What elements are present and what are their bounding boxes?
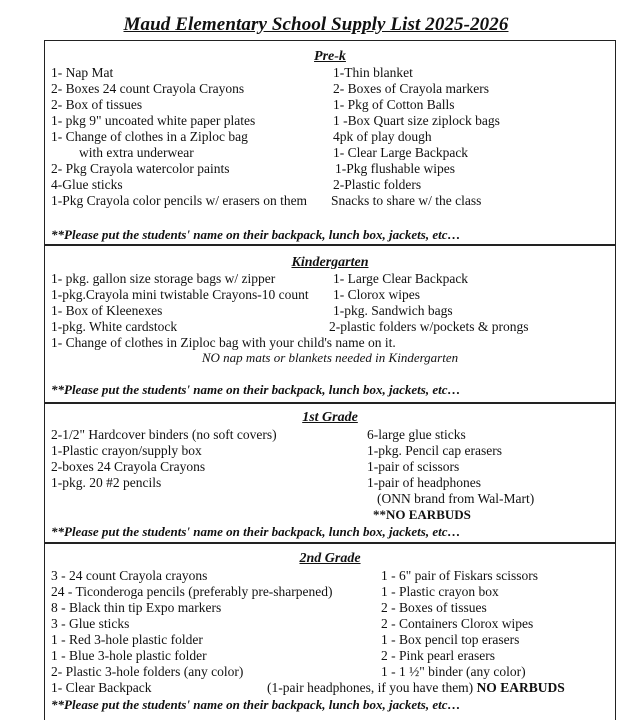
list-item: 1- Change of clothes in a Ziploc bag [51,129,248,144]
list-item: 6-large glue sticks [367,427,466,442]
list-item: 2- Boxes 24 count Crayola Crayons [51,81,245,96]
list-item: 2-Plastic folders [333,177,422,192]
headphones-text: (1-pair headphones, if you have them) [267,680,474,695]
label-reminder: **Please put the students' name on their backpack, lunch box, jackets, etc… [51,697,461,712]
kindergarten-heading: Kindergarten [291,255,369,270]
list-item: 4-Glue sticks [51,177,123,192]
prek-section [44,40,616,245]
list-item: 1 - Plastic crayon box [381,584,499,599]
list-item: 4pk of play dough [333,129,432,144]
list-item: 3 - Glue sticks [51,616,130,631]
list-item: 1- Clear Large Backpack [333,145,469,160]
list-item: 1-Pkg flushable wipes [335,161,455,176]
list-item: (ONN brand from Wal-Mart) [377,491,535,506]
list-item: 24 - Ticonderoga pencils (preferably pre-sharpened) [51,584,333,599]
label-reminder: **Please put the students' name on their backpack, lunch box, jackets, etc… [51,382,461,397]
list-item: Snacks to share w/ the class [331,193,482,208]
list-item: 2-plastic folders w/pockets & prongs [329,319,529,334]
list-item: 8 - Black thin tip Expo markers [51,600,222,615]
list-item: 2- Box of tissues [51,97,143,112]
list-item: 1-pkg. 20 #2 pencils [51,475,162,490]
list-item: 1- Nap Mat [51,65,114,80]
list-item: 2 - Boxes of tissues [381,600,487,615]
list-item: 1-pkg.Crayola mini twistable Crayons-10 count [51,287,309,302]
list-item: 1- Clorox wipes [333,287,420,302]
list-item: 2-1/2" Hardcover binders (no soft covers) [51,427,277,442]
first-grade-section [44,403,616,543]
prek-heading: Pre-k [314,49,346,64]
kindergarten-section [44,245,616,403]
list-item: 1-pkg. Sandwich bags [333,303,453,318]
list-item: 1- pkg 9" uncoated white paper plates [51,113,256,128]
list-item: 2 - Containers Clorox wipes [381,616,534,631]
list-item: 2- Plastic 3-hole folders (any color) [51,664,244,679]
list-item: 1- Change of clothes in Ziploc bag with your child's name on it. [51,335,396,350]
list-item: 1- Box of Kleenexes [51,303,163,318]
list-item: 1- pkg. gallon size storage bags w/ zipper [51,271,276,286]
list-item: 2 - Pink pearl erasers [381,648,495,663]
list-item: 1 - Red 3-hole plastic folder [51,632,203,647]
list-item: 2- Pkg Crayola watercolor paints [51,161,230,176]
list-item: 2- Boxes of Crayola markers [333,81,489,96]
label-reminder: **Please put the students' name on their backpack, lunch box, jackets, etc… [51,524,461,539]
list-item: 1- Pkg of Cotton Balls [333,97,455,112]
list-item: 1- Large Clear Backpack [333,271,469,286]
list-item: 1-pair of scissors [367,459,460,474]
list-item: 1 - Box pencil top erasers [381,632,520,647]
list-item: 1-Plastic crayon/supply box [51,443,202,458]
list-item: 1 -Box Quart size ziplock bags [333,113,500,128]
first-grade-heading: 1st Grade [302,410,358,425]
list-item: 2-boxes 24 Crayola Crayons [51,459,206,474]
no-nap-mats-note: NO nap mats or blankets needed in Kindergarten [201,350,459,365]
list-item: 1- Clear Backpack [51,680,152,695]
list-item: 1-pair of headphones [367,475,481,490]
list-item: 1-Pkg Crayola color pencils w/ erasers on them [51,193,308,208]
second-grade-heading: 2nd Grade [299,551,361,566]
list-item: 3 - 24 count Crayola crayons [51,568,208,583]
label-reminder: **Please put the students' name on their backpack, lunch box, jackets, etc… [51,227,461,242]
list-item: 1-Thin blanket [333,65,413,80]
second-grade-section [44,543,616,720]
list-item: 1 - Blue 3-hole plastic folder [51,648,207,663]
list-item: 1-pkg. White cardstock [51,319,178,334]
list-item: 1 - 6" pair of Fiskars scissors [381,568,538,583]
list-item: with extra underwear [79,145,194,160]
headphones-note [267,680,565,696]
no-earbuds-note: **NO EARBUDS [373,507,471,522]
list-item: 1-pkg. Pencil cap erasers [367,443,502,458]
no-earbuds-note: NO EARBUDS [476,680,565,695]
list-item: 1 - 1 ½" binder (any color) [381,664,526,679]
page-title: Maud Elementary School Supply List 2025-2026 [123,14,509,35]
